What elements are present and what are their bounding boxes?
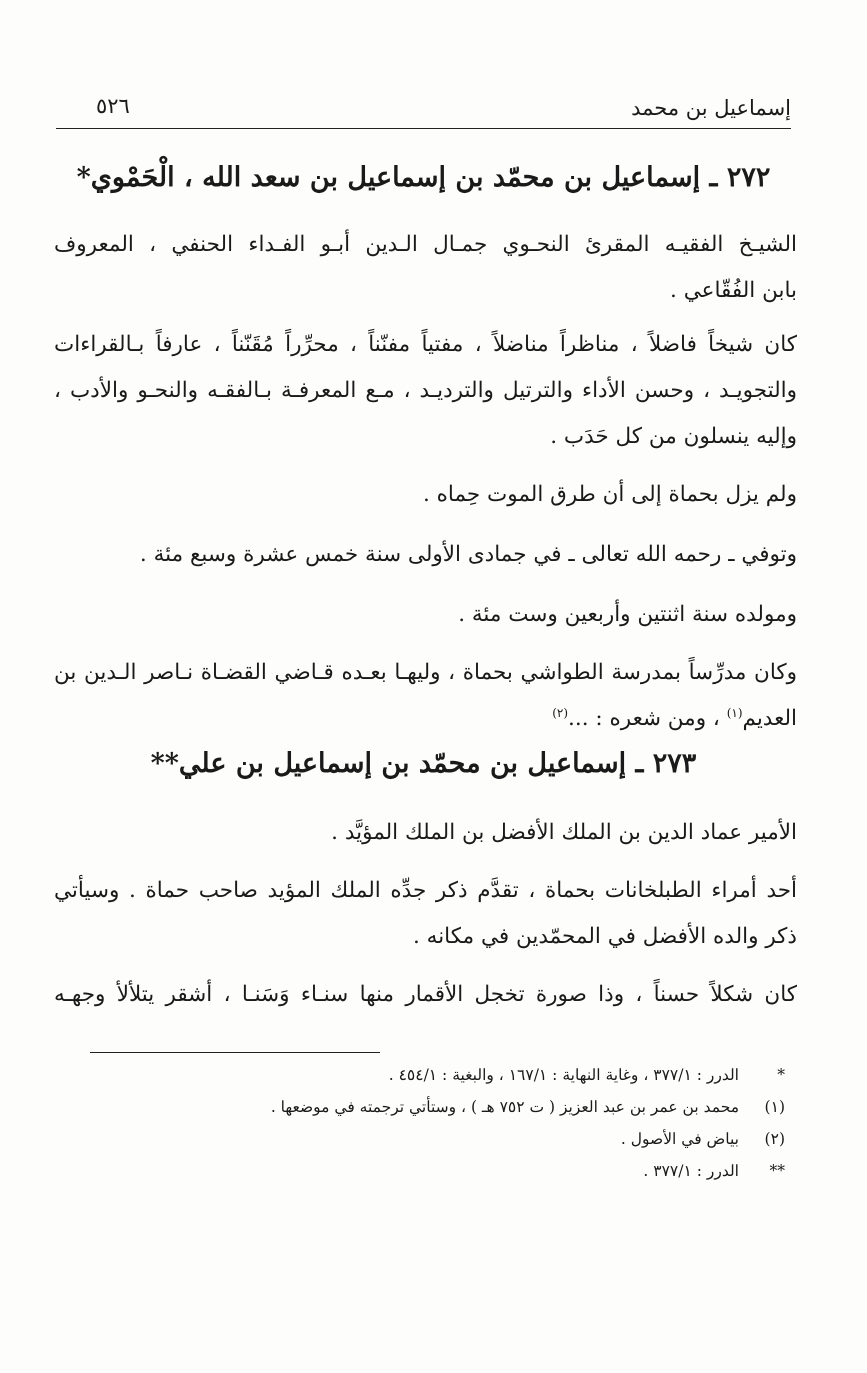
footnote-divider	[90, 1052, 380, 1053]
footnote-text: الدرر : ٣٧٧/١ .	[643, 1162, 739, 1180]
footnote-mark: (٢)	[764, 1130, 785, 1148]
text-line: ومولده سنة اثنتين وأربعين وست مئة .	[458, 602, 797, 627]
footnotes	[56, 1066, 785, 1194]
text-line	[54, 696, 797, 742]
footnote	[56, 1098, 785, 1130]
text-line: ولم يزل بحماة إلى أن طرق الموت حِماه .	[422, 482, 797, 507]
text-line: وإليه ينسلون من كل حَدَب .	[550, 424, 797, 449]
footnote-mark: **	[769, 1162, 785, 1180]
footnote-ref-1: (١)	[726, 705, 743, 720]
entry-heading-272: ٢٧٢ ـ إسماعيل بن محمّد بن إسماعيل بن سعد الله ، الْحَمْوي*	[76, 162, 771, 193]
word-al-adim: العديم	[742, 706, 797, 731]
paragraph	[54, 222, 797, 314]
paragraph	[54, 592, 797, 638]
text-line: والتجويـد ، وحسن الأداء والترتيل والترديـد ، مـع المعرفـة بـالفقـه والنحـو والأدب ،	[54, 378, 797, 403]
footnote-mark: *	[777, 1066, 785, 1084]
text-line: وتوفي ـ رحمه الله تعالى ـ في جمادى الأولى سنة خمس عشرة وسبع مئة .	[139, 542, 797, 567]
footnote	[56, 1130, 785, 1162]
paragraph	[54, 472, 797, 518]
paragraph	[54, 972, 797, 1018]
paragraph	[54, 810, 797, 856]
footnote-ref-2: (٢)	[552, 705, 569, 720]
running-header	[56, 92, 791, 129]
text-line: ذكر والده الأفضل في المحمّدين في مكانه .	[413, 924, 797, 949]
text-line: كان شيخاً فاضلاً ، مناظراً مناضلاً ، مفتياً مفنّناً ، محرِّراً مُقَنّناً ، عارفاً بـالقراءات	[54, 332, 797, 357]
paragraph	[54, 532, 797, 578]
footnote-text: محمد بن عمر بن عبد العزيز ( ت ٧٥٢ هـ ) ، وستأتي ترجمته في موضعها .	[270, 1098, 739, 1116]
entry-heading-273: ٢٧٣ ـ إسماعيل بن محمّد بن إسماعيل بن علي**	[150, 748, 697, 779]
text-line: الأمير عماد الدين بن الملك الأفضل بن الملك المؤيَّد .	[331, 820, 797, 845]
footnote-text: الدرر : ٣٧٧/١ ، وغاية النهاية : ١٦٧/١ ، والبغية : ٤٥٤/١ .	[388, 1066, 739, 1084]
page-number: ٥٢٦	[96, 94, 130, 118]
footnote	[56, 1066, 785, 1098]
text-line: كان شكلاً حسناً ، وذا صورة تخجل الأقمار منها سنـاء وَسَنـا ، أشقر يتلألأ وجهـه	[54, 982, 797, 1007]
paragraph	[54, 650, 797, 742]
running-title: إسماعيل بن محمد	[631, 96, 791, 120]
paragraph	[54, 322, 797, 460]
text-line: أحد أمراء الطبلخانات بحماة ، تقدَّم ذكر جدِّه الملك المؤيد صاحب حماة . وسيأتي	[54, 878, 797, 903]
text-line: بابن الفُقّاعي .	[670, 278, 797, 303]
paragraph	[54, 868, 797, 960]
text-fragment: ، ومن شعره : ...	[568, 706, 727, 731]
footnote-mark: (١)	[764, 1098, 785, 1116]
footnote	[56, 1162, 785, 1194]
footnote-text: بياض في الأصول .	[620, 1130, 739, 1148]
text-line: الشيـخ الفقيـه المقرئ النحـوي جمـال الـدين أبـو الفـداء الحنفي ، المعروف	[54, 232, 797, 257]
text-line: وكان مدرِّساً بمدرسة الطواشي بحماة ، وليهـا بعـده قـاضي القضـاة نـاصر الـدين بن	[54, 660, 797, 685]
